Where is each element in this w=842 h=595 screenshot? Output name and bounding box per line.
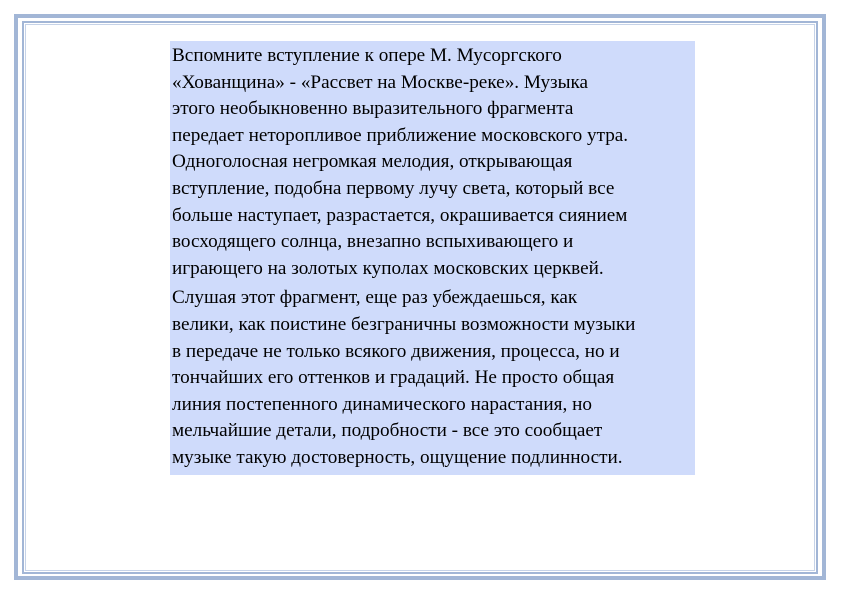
text-block	[170, 41, 695, 475]
paragraph-1: Вспомните вступление к опере М. Мусоргского «Хованщина» - «Рассвет на Москве-реке». Музыка этого необыкновенно выразительного фрагмента передает неторопливое приближение московского утра. Одноголосная негромкая мелодия, открывающая вступление, подобна первому лучу света, который все больше наступает, разрастается, окрашивается сиянием восходящего солнца, внезапно вспыхивающего и играющего на золотых куполах московских церквей.	[172, 45, 629, 279]
paragraph-2: Слушая этот фрагмент, еще раз убеждаешься, как велики, как поистине безграничны возможности музыки в передаче не только всякого движения, процесса, но и тончайших его оттенков и градаций. Не просто общая линия постепенного динамического нарастания, но мельчайшие детали, подробности - все это сообщает музыке такую достоверность, ощущение подлинности.	[172, 287, 636, 468]
